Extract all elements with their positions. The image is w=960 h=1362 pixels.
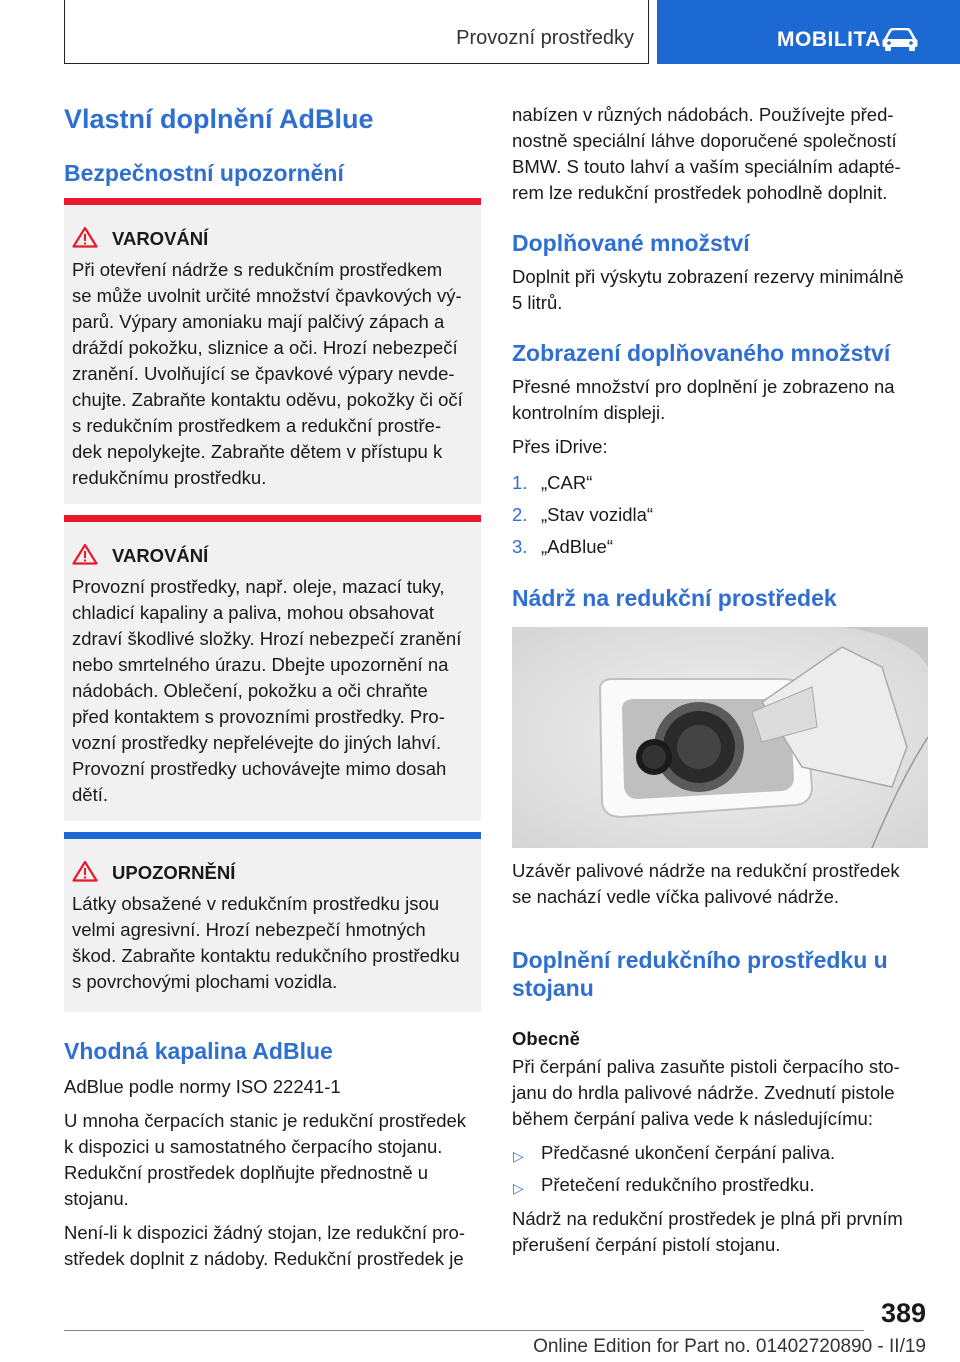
bullet-arrow-icon: ▷ (513, 1180, 524, 1196)
tank-heading: Nádrž na redukční prostředek (512, 585, 837, 611)
chapter-label: MOBILITA (777, 28, 881, 51)
warning-title: VAROVÁNÍ (112, 545, 209, 566)
step-text: „Stav vozidla“ (541, 504, 654, 525)
amount-heading: Doplňované množství (512, 230, 750, 256)
amount-text: Doplnit při výskytu zobrazení rezervy minimálně 5 litrů. (512, 266, 904, 313)
bullet-arrow-icon: ▷ (513, 1148, 524, 1164)
notice-text: Látky obsažené v redukčním prostředku jsou velmi agresivní. Hrozí nebezpečí hmotných škod. Zabraňte kontaktu redukčního prostředku s povrchovými plochami vozidla. (72, 893, 460, 992)
suitable-text: AdBlue podle normy ISO 22241-1 U mnoha čerpacích stanic je redukční prostředek k dispozici u samostatného čerpacího stojanu. Redukční prostředek doplňujte přednostně u stojanu. Není-li k dispozici žádný stojan, lze redukční pro- středek doplnit z nádoby. Redukční prostředek je (64, 1076, 467, 1269)
notice-box (64, 832, 481, 1012)
warning-icon (72, 226, 98, 248)
display-heading: Zobrazení doplňovaného množství (512, 340, 891, 366)
display-text: Přesné množství pro doplnění je zobrazeno na kontrolním displeji. Přes iDrive: (512, 376, 895, 457)
warning-bar (64, 198, 481, 205)
bullet-text: Předčasné ukončení čerpání paliva. (541, 1142, 836, 1163)
warning-title: VAROVÁNÍ (112, 228, 209, 249)
final-text: Nádrž na redukční prostředek je plná při prvním přerušení čerpání pistolí stojanu. (512, 1208, 903, 1255)
step-number: 2. (512, 504, 528, 525)
edition-text: Online Edition for Part no. 01402720890 - II/19 (533, 1336, 926, 1357)
header-section-box (64, 0, 649, 64)
bullet-text: Přetečení redukčního prostředku. (541, 1174, 815, 1195)
general-heading: Obecně (512, 1028, 580, 1049)
warning-icon (72, 543, 98, 565)
step-number: 1. (512, 472, 528, 493)
chapter-tab[interactable] (657, 0, 960, 64)
footer-divider (64, 1330, 864, 1331)
section-label: Provozní prostředky (456, 27, 634, 49)
notice-bar (64, 832, 481, 839)
general-text: Při čerpání paliva zasuňte pistoli čerpacího sto- janu do hrdla palivové nádrže. Zvednutí pistole během čerpání paliva vede k následujícímu: (512, 1056, 900, 1129)
step-text: „CAR“ (541, 472, 593, 493)
page-number: 389 (880, 1298, 926, 1328)
step-number: 3. (512, 536, 528, 557)
fuel-flap-illustration (512, 627, 928, 848)
pump-heading: Doplnění redukčního prostředku u stojanu (512, 947, 888, 1001)
warning-bar (64, 515, 481, 522)
warning-box-1 (64, 198, 481, 504)
warning-text: Provozní prostředky, např. oleje, mazací tuky, chladicí kapaliny a paliva, mohou obsahovat zdraví škodlivé složky. Hrozí nebezpečí zranění nebo smrtelného úrazu. Dbejte upozornění na nádobách. Oblečení, pokožku a oči chraňte před kontaktem s provozními prostředky. Pro- vozní prostředky nepřelévejte do jiných lahví. Provozní prostředky uchovávejte mimo dosah dětí. (72, 576, 462, 805)
warning-box-2 (64, 515, 481, 821)
car-icon (881, 28, 919, 52)
adblue-cap-photo (512, 627, 928, 848)
warning-text: Při otevření nádrže s redukčním prostředkem se může uvolnit určité množství čpavkových vý- parů. Výpary amoniaku mají palčivý zápach a dráždí pokožku, sliznice a oči. Hrozí nebezpečí zranění. Uvolňující se čpavkové výpary nevde- chujte. Zabraňte kontaktu oděvu, pokožky či očí s redukčním prostředkem a redukční prostře- dek nepolykejte. Zabraňte dětem v přístupu k redukčnímu prostředku. (72, 259, 463, 488)
intro-text: nabízen v různých nádobách. Používejte před- nostně speciální láhve doporučené společností BMW. S touto lahví a vaším speciálním adapté- rem lze redukční prostředek pohodlně doplnit. (512, 104, 901, 203)
suitable-heading: Vhodná kapalina AdBlue (64, 1038, 333, 1064)
page-title: Vlastní doplnění AdBlue (64, 104, 374, 134)
section-subtitle: Bezpečnostní upozornění (64, 160, 344, 186)
step-text: „AdBlue“ (541, 536, 613, 557)
photo-caption: Uzávěr palivové nádrže na redukční prostředek se nachází vedle víčka palivové nádrže. (512, 860, 900, 907)
notice-title: UPOZORNĚNÍ (112, 862, 236, 883)
warning-icon (72, 860, 98, 882)
